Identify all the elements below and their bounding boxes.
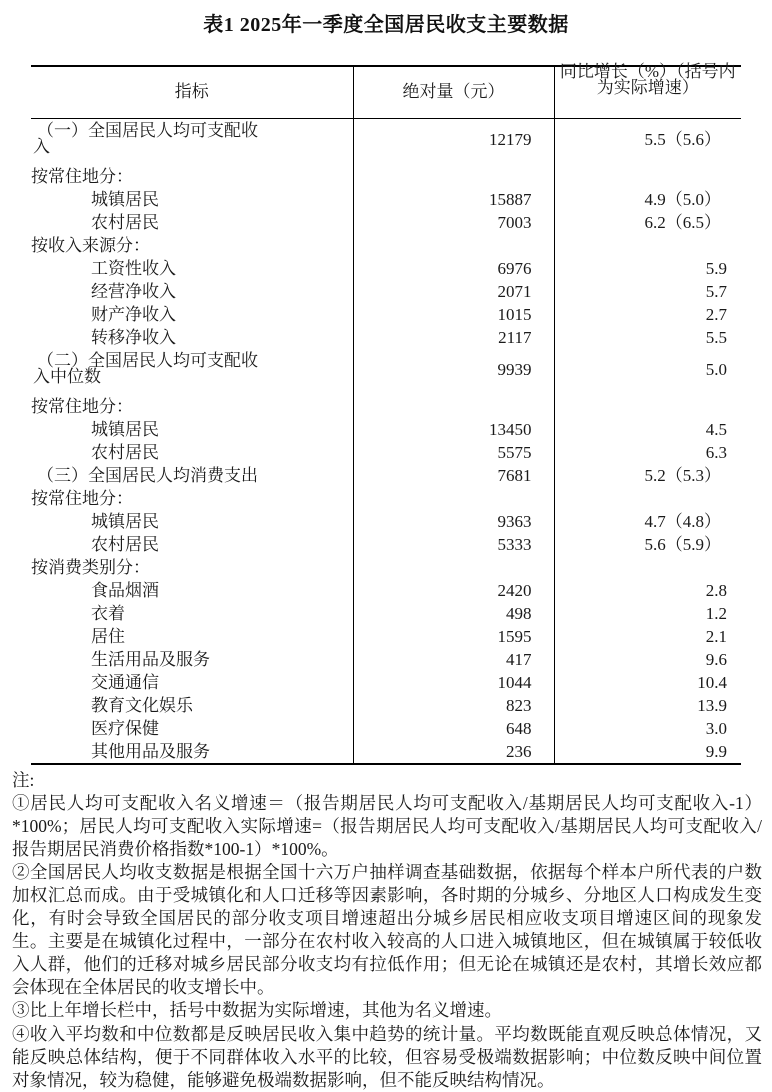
- column-header-indicator: [31, 66, 353, 118]
- cell-absolute-value: [353, 280, 554, 303]
- table-row: [31, 303, 741, 326]
- indicator-label: 教育文化娱乐: [91, 695, 193, 715]
- absolute-value: 1595: [497, 626, 532, 646]
- cell-indicator: [31, 280, 353, 303]
- absolute-value: 15887: [489, 189, 532, 209]
- table-row: [31, 234, 741, 257]
- absolute-value: 13450: [489, 419, 532, 439]
- absolute-value: [354, 165, 554, 188]
- indicator-label: 按常住地分：: [31, 488, 133, 508]
- cell-growth-value: [554, 717, 741, 740]
- table-row: [31, 579, 741, 602]
- cell-growth-value: [554, 349, 741, 395]
- cell-growth-value: [554, 671, 741, 694]
- cell-growth-value: [554, 303, 741, 326]
- table-header: [31, 62, 741, 118]
- cell-indicator: [31, 326, 353, 349]
- growth-value: 1.2: [705, 603, 727, 623]
- cell-growth-value: [554, 694, 741, 717]
- absolute-value: 6976: [497, 258, 532, 278]
- growth-value: [555, 487, 742, 510]
- table-row: [31, 671, 741, 694]
- absolute-value: 648: [506, 718, 532, 738]
- table-row: [31, 395, 741, 418]
- cell-absolute-value: [353, 257, 554, 280]
- cell-growth-value: [554, 395, 741, 418]
- cell-absolute-value: [353, 395, 554, 418]
- table-row: [31, 464, 741, 487]
- absolute-value: [354, 234, 554, 257]
- cell-absolute-value: [353, 326, 554, 349]
- indicator-label-continued: 入中位数: [33, 366, 101, 386]
- cell-absolute-value: [353, 234, 554, 257]
- indicator-label: 居住: [91, 626, 125, 646]
- cell-indicator: [31, 441, 353, 464]
- cell-growth-value: [554, 625, 741, 648]
- table-row: [31, 487, 741, 510]
- indicator-label: 转移净收入: [91, 327, 176, 347]
- cell-absolute-value: [353, 579, 554, 602]
- cell-indicator: [31, 602, 353, 625]
- cell-growth-value: [554, 441, 741, 464]
- table-header-row: [31, 66, 741, 118]
- indicator-label: 食品烟酒: [91, 580, 159, 600]
- table-row: [31, 556, 741, 579]
- cell-indicator: [31, 648, 353, 671]
- indicator-label: 生活用品及服务: [91, 649, 210, 669]
- table-notes: [0, 765, 772, 1092]
- absolute-value: 417: [506, 649, 532, 669]
- column-header-absolute-label: 绝对量（元）: [402, 82, 505, 102]
- table-row: [31, 717, 741, 740]
- cell-absolute-value: [353, 464, 554, 487]
- notes-heading: 注:: [12, 769, 35, 790]
- growth-value: 10.4: [697, 672, 727, 692]
- table-row: [31, 118, 741, 165]
- column-header-growth: [554, 62, 741, 118]
- statistics-table: [31, 62, 741, 765]
- indicator-label: 经营净收入: [91, 281, 176, 301]
- absolute-value: 2071: [497, 281, 532, 301]
- cell-indicator: [31, 671, 353, 694]
- absolute-value: 5575: [497, 442, 532, 462]
- cell-indicator: [31, 211, 353, 234]
- growth-value: 5.7: [705, 281, 727, 301]
- indicator-label: 工资性收入: [91, 258, 176, 278]
- growth-value: 4.5: [705, 419, 727, 439]
- statistics-table-wrapper: [31, 62, 741, 765]
- growth-value: 2.1: [705, 626, 727, 646]
- indicator-label: 农村居民: [91, 534, 159, 554]
- cell-indicator: [31, 349, 353, 395]
- table-row: [31, 441, 741, 464]
- cell-indicator: [31, 303, 353, 326]
- cell-growth-value: [554, 188, 741, 211]
- column-header-indicator-label: 指标: [174, 82, 209, 102]
- indicator-label: 农村居民: [91, 212, 159, 232]
- cell-absolute-value: [353, 118, 554, 165]
- cell-growth-value: [554, 510, 741, 533]
- indicator-label: （一）全国居民人均可支配收: [37, 120, 258, 140]
- cell-growth-value: [554, 487, 741, 510]
- cell-indicator: [31, 694, 353, 717]
- absolute-value: 12179: [489, 129, 532, 149]
- growth-value: 9.6: [705, 649, 727, 669]
- growth-value: 13.9: [697, 695, 727, 715]
- growth-value: 5.5: [705, 327, 727, 347]
- growth-value: [555, 395, 742, 418]
- indicator-label: 城镇居民: [91, 419, 159, 439]
- cell-indicator: [31, 533, 353, 556]
- note-item: ③比上年增长栏中，括号中数据为实际增速，其他为名义增速。: [12, 1000, 502, 1021]
- cell-absolute-value: [353, 602, 554, 625]
- cell-absolute-value: [353, 165, 554, 188]
- table-row: [31, 326, 741, 349]
- cell-growth-value: [554, 648, 741, 671]
- cell-indicator: [31, 165, 353, 188]
- growth-value: 9.9: [705, 741, 727, 761]
- absolute-value: 2117: [498, 327, 532, 347]
- cell-indicator: [31, 510, 353, 533]
- indicator-label: 交通通信: [91, 672, 159, 692]
- indicator-label-continued: 入: [33, 136, 50, 156]
- cell-growth-value: [554, 418, 741, 441]
- growth-value: 5.2（5.3）: [644, 465, 721, 485]
- absolute-value: 1015: [497, 304, 532, 324]
- table-row: [31, 280, 741, 303]
- cell-absolute-value: [353, 303, 554, 326]
- absolute-value: 236: [506, 741, 532, 761]
- table-row: [31, 602, 741, 625]
- growth-value: 5.0: [705, 359, 727, 379]
- note-item: ④收入平均数和中位数都是反映居民收入集中趋势的统计量。平均数既能直观反映总体情况，又能反映总体结构，便于不同群体收入水平的比较，但容易受极端数据影响；中位数反映中间位置对象情况，较为稳健，能够避免极端数据影响，但不能反映结构情况。: [12, 1023, 762, 1090]
- note-item: ②全国居民人均收支数据是根据全国十六万户抽样调查基础数据，依据每个样本户所代表的户数加权汇总而成。由于受城镇化和人口迁移等因素影响，各时期的分城乡、分地区人口构成发生变化，有时会导致全国居民的部分收支项目增速超出分城乡居民相应收支项目增速区间的现象发生。主要是在城镇化过程中，一部分在农村收入较高的人口进入城镇地区，但在城镇属于较低收入人群，他们的迁移对城乡居民部分收支均有拉低作用；但无论在城镇还是农村，其增长效应都会体现在全体居民的收支增长中。: [12, 861, 762, 998]
- indicator-label: 城镇居民: [91, 511, 159, 531]
- indicator-label: 按常住地分：: [31, 166, 133, 186]
- cell-indicator: [31, 556, 353, 579]
- indicator-label: 其他用品及服务: [91, 741, 210, 761]
- table-row: [31, 165, 741, 188]
- absolute-value: 2420: [497, 580, 532, 600]
- cell-growth-value: [554, 280, 741, 303]
- indicator-label: 按消费类别分：: [31, 557, 150, 577]
- cell-indicator: [31, 625, 353, 648]
- cell-indicator: [31, 395, 353, 418]
- absolute-value: 9939: [497, 359, 532, 379]
- indicator-label: 衣着: [91, 603, 125, 623]
- growth-value: 4.9（5.0）: [644, 189, 721, 209]
- growth-value: [555, 165, 742, 188]
- absolute-value: 1044: [497, 672, 532, 692]
- cell-growth-value: [554, 118, 741, 165]
- cell-growth-value: [554, 165, 741, 188]
- table-row: [31, 211, 741, 234]
- column-header-growth-label: 同比增长（%）（括号内为实际增速）: [559, 62, 736, 98]
- cell-growth-value: [554, 556, 741, 579]
- cell-growth-value: [554, 211, 741, 234]
- table-row: [31, 694, 741, 717]
- cell-indicator: [31, 257, 353, 280]
- cell-growth-value: [554, 257, 741, 280]
- cell-absolute-value: [353, 625, 554, 648]
- cell-absolute-value: [353, 487, 554, 510]
- cell-indicator: [31, 234, 353, 257]
- absolute-value: 7681: [497, 465, 532, 485]
- growth-value: 3.0: [705, 718, 727, 738]
- cell-growth-value: [554, 326, 741, 349]
- growth-value: 6.3: [705, 442, 727, 462]
- cell-indicator: [31, 118, 353, 165]
- growth-value: 2.8: [705, 580, 727, 600]
- absolute-value: 9363: [497, 511, 532, 531]
- indicator-label: 农村居民: [91, 442, 159, 462]
- cell-indicator: [31, 418, 353, 441]
- cell-absolute-value: [353, 441, 554, 464]
- absolute-value: [354, 395, 554, 418]
- cell-absolute-value: [353, 349, 554, 395]
- table-row: [31, 648, 741, 671]
- table-row: [31, 349, 741, 395]
- cell-absolute-value: [353, 510, 554, 533]
- absolute-value: 823: [506, 695, 532, 715]
- indicator-label: 按常住地分：: [31, 396, 133, 416]
- cell-absolute-value: [353, 694, 554, 717]
- cell-absolute-value: [353, 556, 554, 579]
- cell-growth-value: [554, 602, 741, 625]
- cell-absolute-value: [353, 740, 554, 764]
- absolute-value: 498: [506, 603, 532, 623]
- growth-value: [555, 556, 742, 579]
- table-row: [31, 740, 741, 764]
- page-title: 表1 2025年一季度全国居民收支主要数据: [203, 14, 569, 36]
- absolute-value: 5333: [497, 534, 532, 554]
- cell-growth-value: [554, 464, 741, 487]
- indicator-label: 财产净收入: [91, 304, 176, 324]
- cell-absolute-value: [353, 418, 554, 441]
- cell-growth-value: [554, 234, 741, 257]
- indicator-label: （二）全国居民人均可支配收: [37, 350, 258, 370]
- column-header-absolute: [353, 66, 554, 118]
- cell-indicator: [31, 188, 353, 211]
- cell-absolute-value: [353, 648, 554, 671]
- absolute-value: [354, 487, 554, 510]
- growth-value: 4.7（4.8）: [644, 511, 721, 531]
- table-row: [31, 625, 741, 648]
- indicator-label: 城镇居民: [91, 189, 159, 209]
- cell-absolute-value: [353, 188, 554, 211]
- absolute-value: [354, 556, 554, 579]
- cell-growth-value: [554, 579, 741, 602]
- note-item: ①居民人均可支配收入名义增速＝（报告期居民人均可支配收入/基期居民人均可支配收入-1）*100%；居民人均可支配收入实际增速=（报告期居民人均可支配收入/基期居民人均可支配收入/报告期居民消费价格指数*100-1）*100%。: [12, 792, 762, 859]
- cell-absolute-value: [353, 533, 554, 556]
- growth-value: [555, 234, 742, 257]
- table-row: [31, 418, 741, 441]
- table-row: [31, 188, 741, 211]
- cell-growth-value: [554, 740, 741, 764]
- cell-indicator: [31, 487, 353, 510]
- growth-value: 2.7: [705, 304, 727, 324]
- indicator-label: 医疗保健: [91, 718, 159, 738]
- cell-absolute-value: [353, 717, 554, 740]
- growth-value: 5.9: [705, 258, 727, 278]
- table-row: [31, 510, 741, 533]
- cell-indicator: [31, 717, 353, 740]
- cell-indicator: [31, 740, 353, 764]
- growth-value: 5.6（5.9）: [644, 534, 721, 554]
- table-body: [31, 118, 741, 764]
- growth-value: 6.2（6.5）: [644, 212, 721, 232]
- cell-indicator: [31, 464, 353, 487]
- indicator-label: （三）全国居民人均消费支出: [37, 465, 258, 485]
- cell-growth-value: [554, 533, 741, 556]
- indicator-label: 按收入来源分：: [31, 235, 150, 255]
- cell-absolute-value: [353, 211, 554, 234]
- table-row: [31, 533, 741, 556]
- absolute-value: 7003: [497, 212, 532, 232]
- cell-absolute-value: [353, 671, 554, 694]
- cell-indicator: [31, 579, 353, 602]
- growth-value: 5.5（5.6）: [644, 129, 721, 149]
- table-row: [31, 257, 741, 280]
